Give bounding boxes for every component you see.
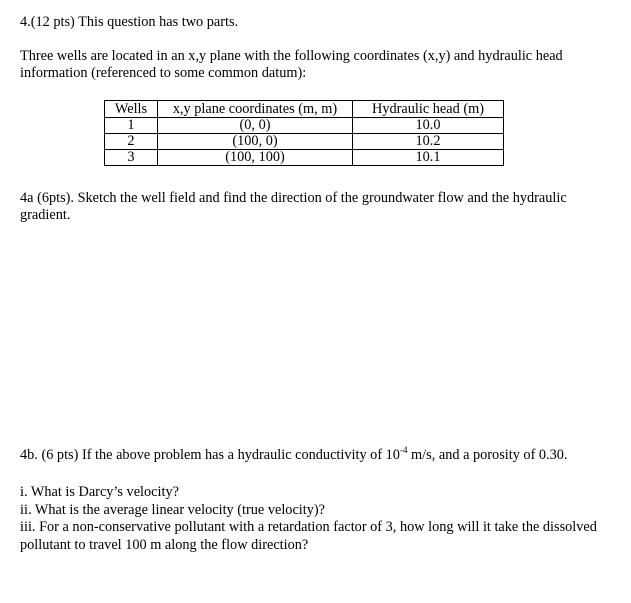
question-header: 4.(12 pts) This question has two parts. bbox=[20, 14, 239, 30]
col-header-head: Hydraulic head (m) bbox=[353, 101, 504, 118]
cell-coordinates: (100, 0) bbox=[158, 134, 353, 150]
cell-well: 2 bbox=[105, 134, 158, 150]
part-a-text: 4a (6pts). Sketch the well field and find the direction of the groundwater flow and the hydraulic gradient. bbox=[20, 190, 567, 223]
col-header-wells: Wells bbox=[105, 101, 158, 118]
question-intro: Three wells are located in an x,y plane with the following coordinates (x,y) and hydraulic head information (referenced to some common datum): bbox=[20, 48, 563, 81]
table-row bbox=[105, 150, 504, 166]
conductivity-exponent: -4 bbox=[399, 445, 408, 456]
cell-head: 10.1 bbox=[353, 150, 504, 166]
part-b-pre: 4b. (6 pts) If the above problem has a hydraulic conductivity of 10 bbox=[20, 447, 400, 463]
part-b-post: m/s, and a porosity of 0.30. bbox=[407, 447, 568, 463]
cell-head: 10.0 bbox=[353, 118, 504, 134]
question-i: i. What is Darcy’s velocity? bbox=[20, 484, 179, 500]
question-ii: ii. What is the average linear velocity (true velocity)? bbox=[20, 501, 326, 518]
part-b-questions bbox=[20, 484, 620, 554]
cell-coordinates: (100, 100) bbox=[158, 150, 353, 166]
table-row bbox=[105, 134, 504, 150]
part-b-text bbox=[20, 447, 620, 464]
wells-table bbox=[104, 100, 504, 166]
cell-coordinates: (0, 0) bbox=[158, 118, 353, 134]
cell-head: 10.2 bbox=[353, 134, 504, 150]
question-iii: iii. For a non-conservative pollutant with a retardation factor of 3, how long will it take the dissolved pollutant to travel 100 m along the flow direction? bbox=[20, 519, 597, 553]
table-header-row bbox=[105, 101, 504, 118]
col-header-coordinates: x,y plane coordinates (m, m) bbox=[158, 101, 353, 118]
cell-well: 1 bbox=[105, 118, 158, 134]
table-row bbox=[105, 118, 504, 134]
cell-well: 3 bbox=[105, 150, 158, 166]
